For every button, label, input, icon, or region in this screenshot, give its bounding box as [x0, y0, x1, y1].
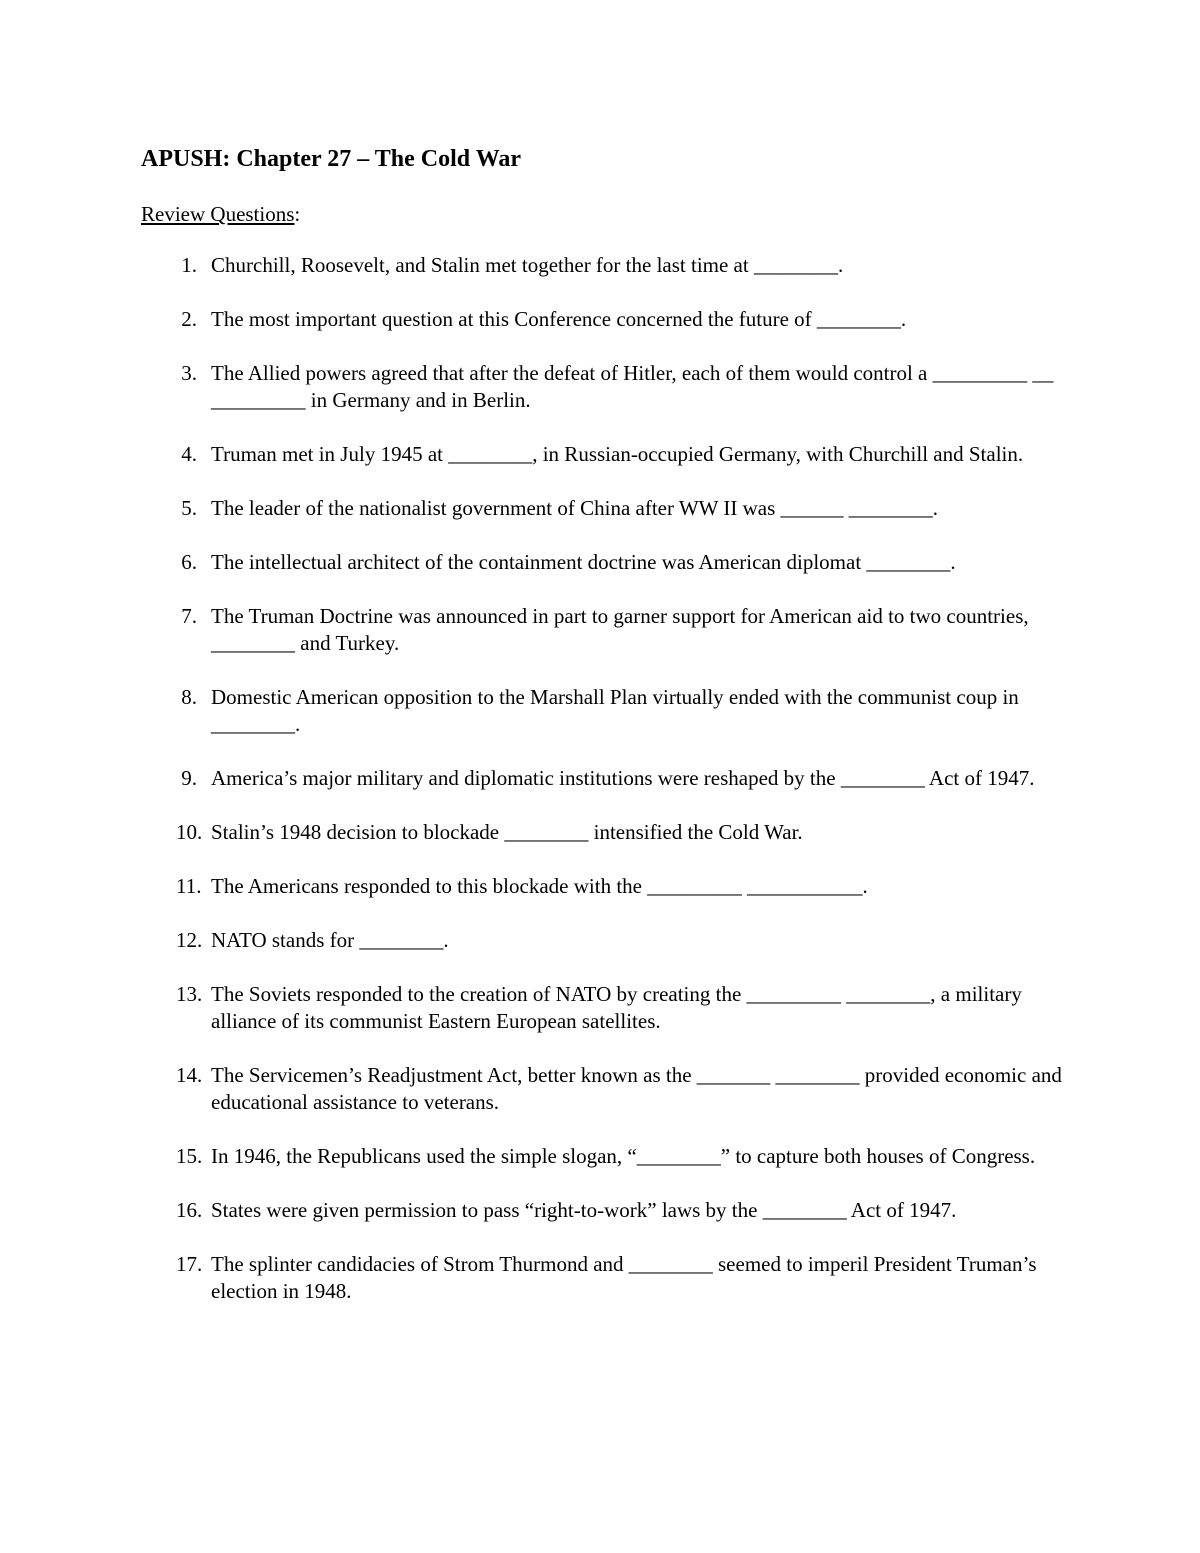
question-text: The most important question at this Conference concerned the future of ________. [211, 307, 907, 331]
question-list [0, 252, 1200, 1332]
question-number: 7. [181, 604, 197, 628]
question-text: NATO stands for ________. [211, 928, 449, 952]
question-item [0, 441, 1200, 468]
question-text: The splinter candidacies of Strom Thurmond and ________ seemed to imperil President Truman’s election in 1948. [211, 1252, 1037, 1303]
question-number: 5. [181, 496, 197, 520]
question-number: 2. [181, 307, 197, 331]
question-number: 6. [181, 550, 197, 574]
question-text: The Soviets responded to the creation of NATO by creating the _________ ________, a military alliance of its communist Eastern European satellites. [211, 982, 1022, 1033]
question-item [0, 765, 1200, 792]
question-number: 14. [176, 1063, 203, 1087]
question-item [0, 1197, 1200, 1224]
question-text: Stalin’s 1948 decision to blockade ________ intensified the Cold War. [211, 820, 803, 844]
question-number: 12. [176, 928, 203, 952]
question-number: 8. [181, 685, 197, 709]
question-text: The intellectual architect of the containment doctrine was American diplomat ________. [211, 550, 956, 574]
question-text: The Allied powers agreed that after the defeat of Hitler, each of them would control a _________ __ _________ in Germany and in Berlin. [211, 361, 1054, 412]
question-text: The Servicemen’s Readjustment Act, better known as the _______ ________ provided economic and educational assistance to veterans. [211, 1063, 1062, 1114]
question-item [0, 873, 1200, 900]
question-text: Truman met in July 1945 at ________, in Russian-occupied Germany, with Churchill and Stalin. [211, 442, 1024, 466]
question-item [0, 981, 1200, 1035]
question-item [0, 360, 1200, 414]
question-item [0, 252, 1200, 279]
question-item [0, 927, 1200, 954]
section-heading-colon: : [294, 202, 301, 226]
question-item [0, 603, 1200, 657]
question-item [0, 819, 1200, 846]
question-number: 15. [176, 1144, 203, 1168]
question-number: 4. [181, 442, 197, 466]
question-item [0, 1143, 1200, 1170]
page-title: APUSH: Chapter 27 – The Cold War [141, 146, 522, 172]
section-heading-label: Review Questions [141, 202, 295, 226]
question-item [0, 495, 1200, 522]
question-item [0, 549, 1200, 576]
section-heading [141, 199, 300, 229]
question-number: 10. [176, 820, 203, 844]
question-item [0, 306, 1200, 333]
question-text: In 1946, the Republicans used the simple slogan, “________” to capture both houses of Congress. [211, 1144, 1036, 1168]
question-text: The leader of the nationalist government of China after WW II was ______ ________. [211, 496, 939, 520]
question-text: The Truman Doctrine was announced in part to garner support for American aid to two countries, ________ and Turkey. [211, 604, 1029, 655]
question-number: 3. [181, 361, 197, 385]
question-item [0, 1251, 1200, 1305]
question-text: Churchill, Roosevelt, and Stalin met together for the last time at ________. [211, 253, 844, 277]
question-text: The Americans responded to this blockade with the _________ ___________. [211, 874, 868, 898]
question-number: 9. [181, 766, 197, 790]
question-number: 16. [176, 1198, 203, 1222]
question-item [0, 1062, 1200, 1116]
question-number: 17. [176, 1252, 203, 1276]
question-text: Domestic American opposition to the Marshall Plan virtually ended with the communist coup in ________. [211, 685, 1019, 736]
question-number: 1. [181, 253, 197, 277]
question-number: 13. [176, 982, 203, 1006]
question-item [0, 684, 1200, 738]
question-text: America’s major military and diplomatic institutions were reshaped by the ________ Act of 1947. [211, 766, 1035, 790]
question-text: States were given permission to pass “right-to-work” laws by the ________ Act of 1947. [211, 1198, 957, 1222]
question-number: 11. [176, 874, 202, 898]
